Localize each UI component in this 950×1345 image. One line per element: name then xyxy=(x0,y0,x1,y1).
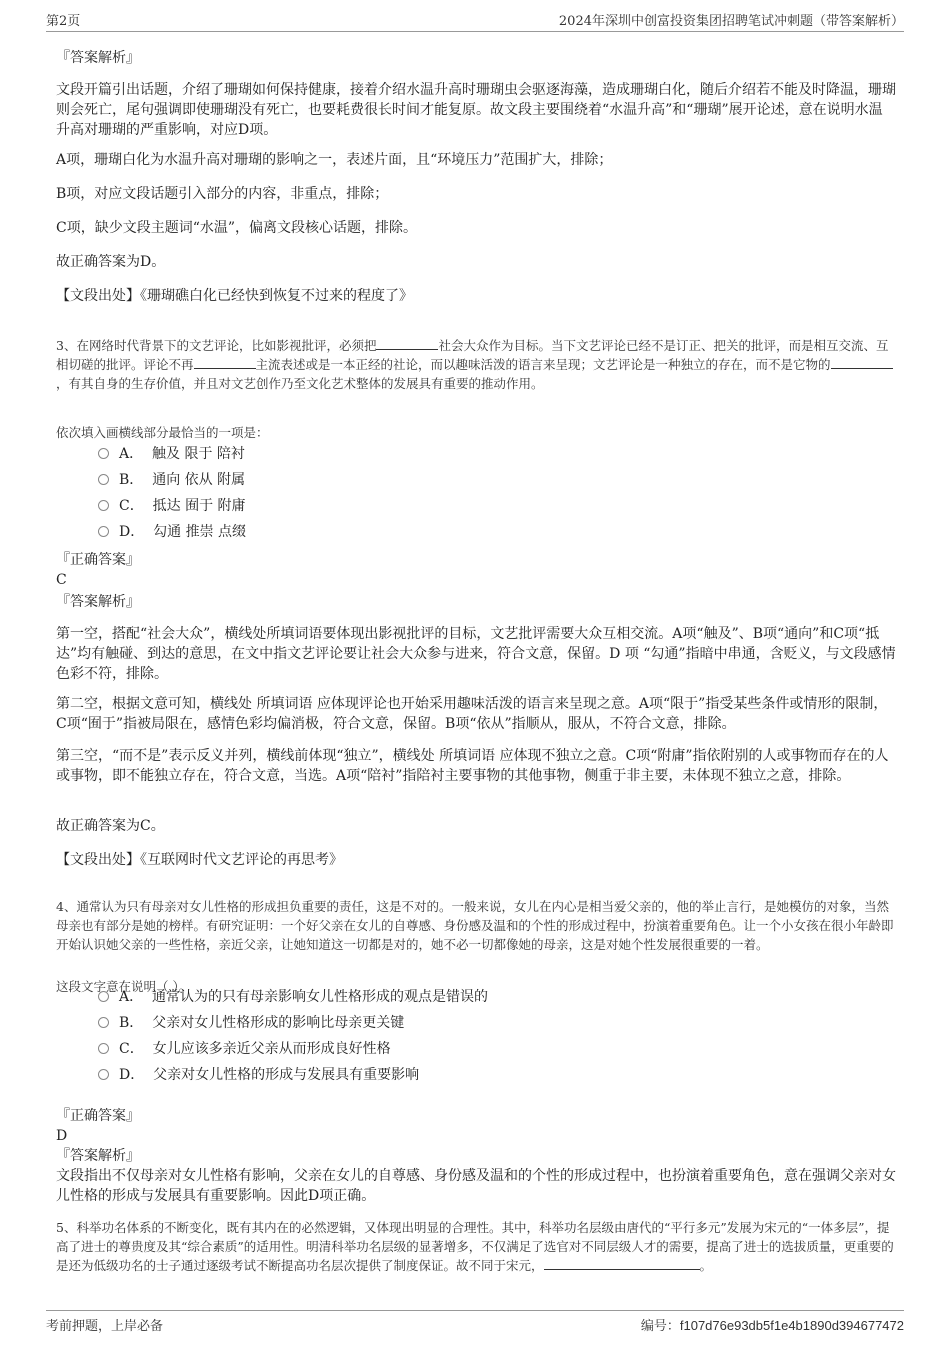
q3-answer: C xyxy=(56,572,67,588)
q4-prompt: 这段文字意在说明（ ）。 xyxy=(56,978,192,994)
q2-source: 【文段出处】《珊瑚礁白化已经快到恢复不过来的程度了》 xyxy=(56,288,413,304)
q3-analysis-para3: 第三空，“而不是”表示反义并列，横线前体现“独立”，横线处 所填词语 应体现不独立之意。C项“附庸”指依附别的人或事物而存在的人或事物，即不能独立存在，符合文意，当选。A项“陪衬”指陪衬主要事物的其他事物，侧重于非主要，未体现不独立之意，排除。 xyxy=(56,748,889,784)
radio-icon[interactable] xyxy=(98,1017,109,1028)
fill-blank-1 xyxy=(376,337,438,350)
radio-icon[interactable] xyxy=(98,474,109,485)
q4-stem: 4、通常认为只有母亲对女儿性格的形成担负重要的责任，这是不对的。一般来说，女儿在内心是相当爱父亲的，他的举止言行，是她模仿的对象，当然母亲也有部分是她的榜样。有研究证明：一个好父亲在女儿的自尊感、身份感及温和的个性的形成过程中，扮演着重要角色。让一个小女孩在很小年龄即开始认识她父亲的一些性格，亲近父亲，让她知道这一切都是对的，她不必一切都像她的母亲，这是对她个性发展很重要的一着。 xyxy=(56,898,894,952)
q3-option-a[interactable]: A． 触及 限于 陪衬 xyxy=(98,444,245,464)
q3-option-d[interactable]: D． 勾通 推崇 点缀 xyxy=(98,522,246,542)
q2-analysis-para: 文段开篇引出话题，介绍了珊瑚如何保持健康，接着介绍水温升高时珊瑚虫会驱逐海藻，造成珊瑚白化，随后介绍若不能及时降温，珊瑚则会死亡，尾句强调即使珊瑚没有死亡，也要耗费很长时间才能复原。故文段主要围绕着“水温升高”和“珊瑚”展开论述，意在说明水温升高对珊瑚的严重影响，对应D项。 xyxy=(56,82,896,138)
page-header xyxy=(46,10,904,30)
q3-option-b[interactable]: B． 通向 依从 附属 xyxy=(98,470,245,490)
q2-option-a-analysis: A项，珊瑚白化为水温升高对珊瑚的影响之一，表述片面，且“环境压力”范围扩大，排除； xyxy=(56,152,613,168)
q2-option-c-analysis: C项，缺少文段主题词“水温”，偏离文段核心话题，排除。 xyxy=(56,220,418,236)
q2-option-b-analysis: B项，对应文段话题引入部分的内容，非重点，排除； xyxy=(56,186,389,202)
q4-option-b[interactable]: B． 父亲对女儿性格形成的影响比母亲更关键 xyxy=(98,1013,404,1033)
q4-option-c[interactable]: C． 女儿应该多亲近父亲从而形成良好性格 xyxy=(98,1039,391,1059)
fill-blank-2 xyxy=(194,356,256,369)
footer-id: 编号：f107d76e93db5f1e4b1890d394677472 xyxy=(640,1318,904,1334)
q3-analysis-para2: 第二空，根据文意可知，横线处 所填词语 应体现评论也开始采用趣味活泼的语言来呈现之意。A项“限于”指受某些条件或情形的限制，C项“囿于”指被局限在，感情色彩均偏消极，符合文意，保留。B项“依从”指顺从，服从，不符合文意，排除。 xyxy=(56,696,888,732)
q4-answer-label: 『正确答案』 xyxy=(56,1108,140,1124)
footer-divider xyxy=(46,1310,904,1311)
radio-icon[interactable] xyxy=(98,526,109,537)
q3-stem: 3、在网络时代背景下的文艺评论，比如影视批评，必须把 社会大众作为目标。当下文艺评论已经不是订正、把关的批评，而是相互交流、互相切磋的批评。评论不再 主流表述或是一本正经的社论，而以趣味活泼的语言来呈现；文艺评论是一种独立的存在，而不是它物的，有其自身的生存价值，并且对文艺创作乃至文化艺术整体的发展具有重要的推动作用。 xyxy=(56,336,896,393)
radio-icon[interactable] xyxy=(98,1069,109,1080)
header-divider xyxy=(46,31,904,32)
q3-conclusion: 故正确答案为C。 xyxy=(56,818,165,834)
q4-option-a[interactable]: A． 通常认为的只有母亲影响女儿性格形成的观点是错误的 xyxy=(98,987,488,1007)
footer-slogan: 考前押题，上岸必备 xyxy=(46,1319,164,1334)
q4-answer: D xyxy=(56,1128,68,1144)
q3-source: 【文段出处】《互联网时代文艺评论的再思考》 xyxy=(56,852,343,868)
radio-icon[interactable] xyxy=(98,500,109,511)
radio-icon[interactable] xyxy=(98,1043,109,1054)
q2-analysis-label: 『答案解析』 xyxy=(56,50,140,66)
q4-analysis: 文段指出不仅母亲对女儿性格有影响，父亲在女儿的自尊感、身份感及温和的个性的形成过程中，也扮演着重要角色，意在强调父亲对女儿性格的形成与发展具有重要影响。因此D项正确。 xyxy=(56,1168,896,1204)
q4-option-d[interactable]: D． 父亲对女儿性格的形成与发展具有重要影响 xyxy=(98,1065,419,1085)
document-title: 2024年深圳中创富投资集团招聘笔试冲刺题（带答案解析） xyxy=(558,14,904,29)
q3-option-c[interactable]: C． 抵达 囿于 附庸 xyxy=(98,496,246,516)
q3-prompt: 依次填入画横线部分最恰当的一项是： xyxy=(56,424,269,440)
q3-analysis-para1: 第一空，搭配“社会大众”，横线处所填词语要体现出影视批评的目标，文艺批评需要大众互相交流。A项“触及”、B项“通向”和C项“抵达”均有触碰、到达的意思，在文中指文艺评论要让社会大众参与进来，符合文意，保留。D 项 “勾通”指暗中串通，含贬义，与文段感情色彩不符，排除。 xyxy=(56,626,896,682)
q3-analysis-label: 『答案解析』 xyxy=(56,594,140,610)
radio-icon[interactable] xyxy=(98,448,109,459)
radio-icon[interactable] xyxy=(98,991,109,1002)
q3-answer-label: 『正确答案』 xyxy=(56,552,140,568)
q2-conclusion: 故正确答案为D。 xyxy=(56,254,166,270)
q4-analysis-label: 『答案解析』 xyxy=(56,1148,140,1164)
q5-stem: 5、科举功名体系的不断变化，既有其内在的必然逻辑，又体现出明显的合理性。其中，科举功名层级由唐代的“平行多元”发展为宋元的“一体多层”，提高了进士的尊贵度及其“综合素质”的适用性。明清科举功名层级的显著增多，不仅满足了选官对不同层级人才的需要，提高了进士的选拔质量，更重要的是还为低级功名的士子通过逐级考试不断提高功名层次提供了制度保证。故不同于宋元， 。 xyxy=(56,1220,894,1273)
fill-blank-3 xyxy=(831,356,893,369)
fill-blank-answer xyxy=(544,1257,700,1270)
page-number: 第2页 xyxy=(46,14,81,29)
